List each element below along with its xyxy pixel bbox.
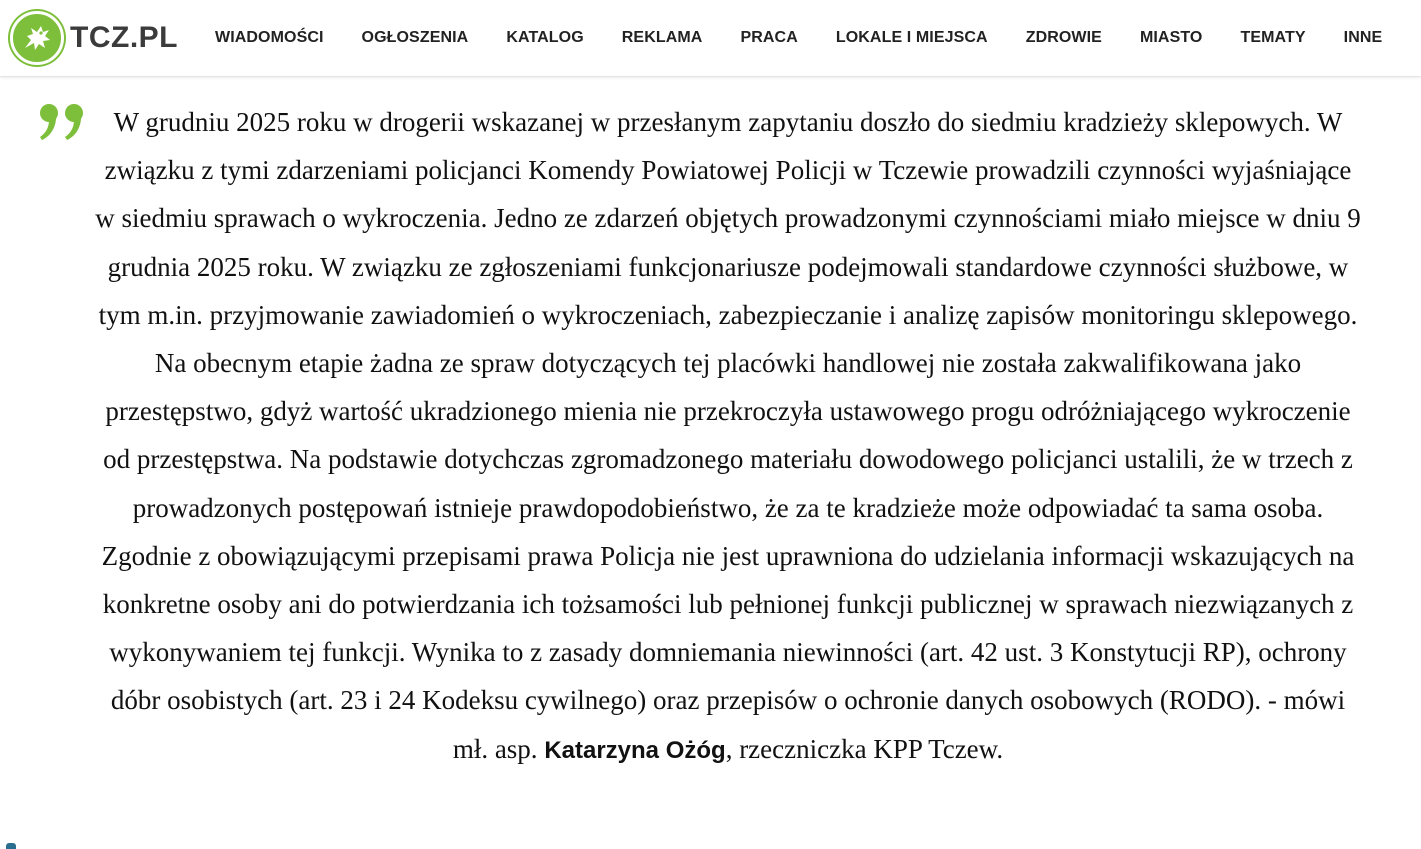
site-logo-link[interactable]	[10, 10, 178, 66]
quote-text: W grudniu 2025 roku w drogerii wskazanej w przesłanym zapytaniu doszło do siedmiu kradzieży sklepowych. W związku z tymi zdarzeniami policjanci Komendy Powiatowej Policji w Tczewie prowadzili czynności wyjaśniające w siedmiu sprawach o wykroczenia. Jedno ze zdarzeń objętych prowadzonymi czynnościami miało miejsce w dniu 9 grudnia 2025 roku. W związku ze zgłoszeniami funkcjonariusze podejmowali standardowe czynności służbowe, w tym m.in. przyjmowanie zawiadomień o wykroczeniach, zabezpieczanie i analizę zapisów monitoringu sklepowego. Na obecnym etapie żadna ze spraw dotyczących tej placówki handlowej nie została zakwalifikowana jako przestępstwo, gdyż wartość ukradzionego mienia nie przekroczyła ustawowego progu odróżniającego wykroczenie od przestępstwa. Na podstawie dotychczas zgromadzonego materiału dowodowego policjanci ustalili, że w trzech z prowadzonych postępowań istnieje prawdopodobieństwo, że za te kradzieże może odpowiadać ta sama osoba. Zgodnie z obowiązującymi przepisami prawa Policja nie jest uprawniona do udzielania informacji wskazujących na konkretne osoby ani do potwierdzania ich tożsamości lub pełnionej funkcji publicznej w sprawach niezwiązanych z wykonywaniem tej funkcji. Wynika to z zasady domniemania niewinności (art. 42 ust. 3 Konstytucji RP), ochrony dóbr osobistych (art. 23 i 24 Kodeksu cywilnego) oraz przepisów o ochronie danych osobowych (RODO). - mówi mł. asp.	[95, 107, 1361, 764]
main-menu	[196, 0, 1421, 76]
site-name: TCZ.PL	[70, 21, 178, 54]
nav-item-tematy[interactable]: TEMATY	[1240, 29, 1306, 46]
speaker-role: , rzeczniczka KPP Tczew.	[725, 733, 1004, 764]
quote-icon	[38, 102, 88, 142]
nav-item-lokale-i-miejsca[interactable]: LOKALE I MIEJSCA	[835, 29, 988, 46]
page-edge-marker	[6, 843, 16, 849]
nav-item-praca[interactable]: PRACA	[740, 29, 798, 46]
top-navigation-bar	[0, 0, 1421, 77]
nav-item-miasto[interactable]: MIASTO	[1139, 29, 1203, 46]
nav-item-ogloszenia[interactable]: OGŁOSZENIA	[361, 29, 469, 46]
nav-item-inne[interactable]: INNE	[1343, 29, 1383, 46]
nav-item-wiadomosci[interactable]: WIADOMOŚCI	[215, 29, 324, 46]
article-quote	[92, 98, 1364, 775]
nav-item-zdrowie[interactable]: ZDROWIE	[1025, 29, 1102, 46]
griffin-logo-icon	[10, 11, 64, 65]
nav-item-reklama[interactable]: REKLAMA	[621, 29, 703, 46]
nav-item-katalog[interactable]: KATALOG	[506, 29, 584, 46]
speaker-name: Katarzyna Ożóg	[544, 736, 726, 764]
